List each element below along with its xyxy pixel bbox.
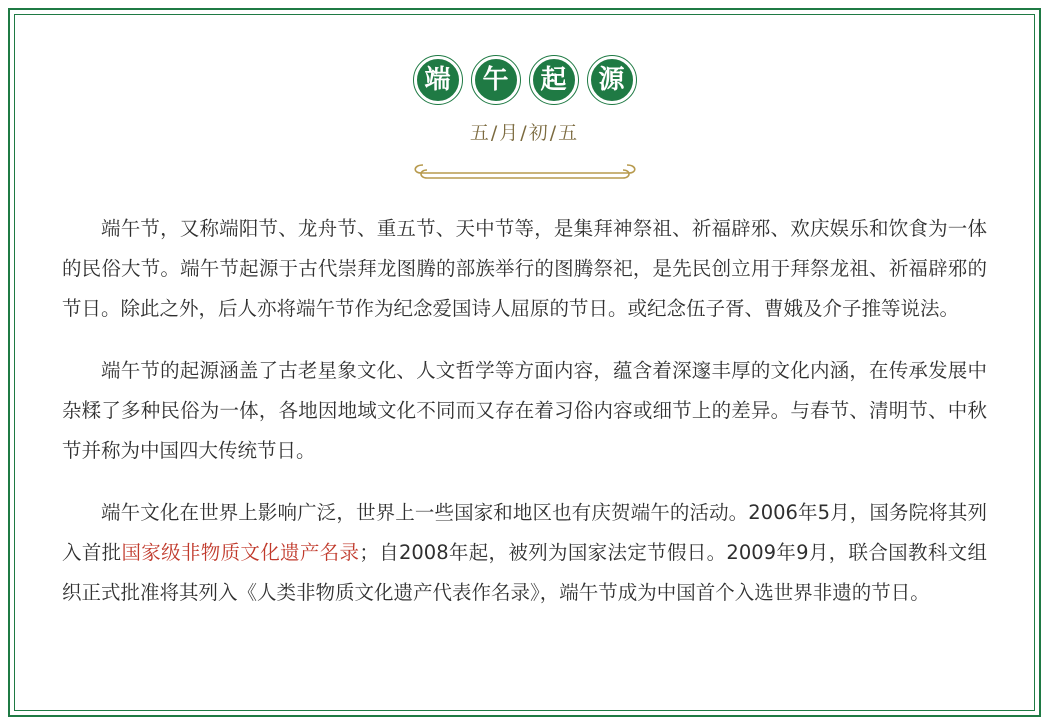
page-content [14, 14, 1035, 711]
paragraph-1-text: 端午节，又称端阳节、龙舟节、重五节、天中节等，是集拜神祭祖、祈福辟邪、欢庆娱乐和饮食为一体的民俗大节。端午节起源于古代崇拜龙图腾的部族举行的图腾祭祀，是先民创立用于拜祭龙祖、祈福辟邪的节日。除此之外，后人亦将端午节作为纪念爱国诗人屈原的节日。或纪念伍子胥、曹娥及介子推等说法。 [62, 217, 987, 320]
page-subtitle: 五/月/初/五 [469, 122, 580, 144]
title-char-2: 午 [472, 56, 520, 104]
page-title [62, 56, 987, 104]
paragraph-2 [62, 351, 987, 471]
ornamental-divider-icon [405, 161, 645, 183]
paragraph-2-text: 端午节的起源涵盖了古老星象文化、人文哲学等方面内容，蕴含着深邃丰厚的文化内涵，在传承发展中杂糅了多种民俗为一体，各地因地域文化不同而又存在着习俗内容或细节上的差异。与春节、清明节、中秋节并称为中国四大传统节日。 [62, 359, 987, 462]
paragraph-3-text-a: 端午文化在世界上影响广泛，世界上一些国家和地区也有庆贺端午的活动。2006年5月，国务院将其列入首批 [62, 501, 987, 564]
title-char-1: 端 [414, 56, 462, 104]
paragraph-3-text-b: ；自2008年起，被列为国家法定节假日。2009年9月，联合国教科文组织正式批准将其列入《人类非物质文化遗产代表作名录》，端午节成为中国首个入选世界非遗的节日。 [62, 541, 987, 604]
paragraph-3 [62, 493, 987, 613]
paragraph-3-highlight: 国家级非物质文化遗产名录 [121, 541, 360, 564]
title-char-3: 起 [530, 56, 578, 104]
paragraph-1 [62, 209, 987, 329]
article-body [62, 209, 987, 613]
title-char-4: 源 [588, 56, 636, 104]
